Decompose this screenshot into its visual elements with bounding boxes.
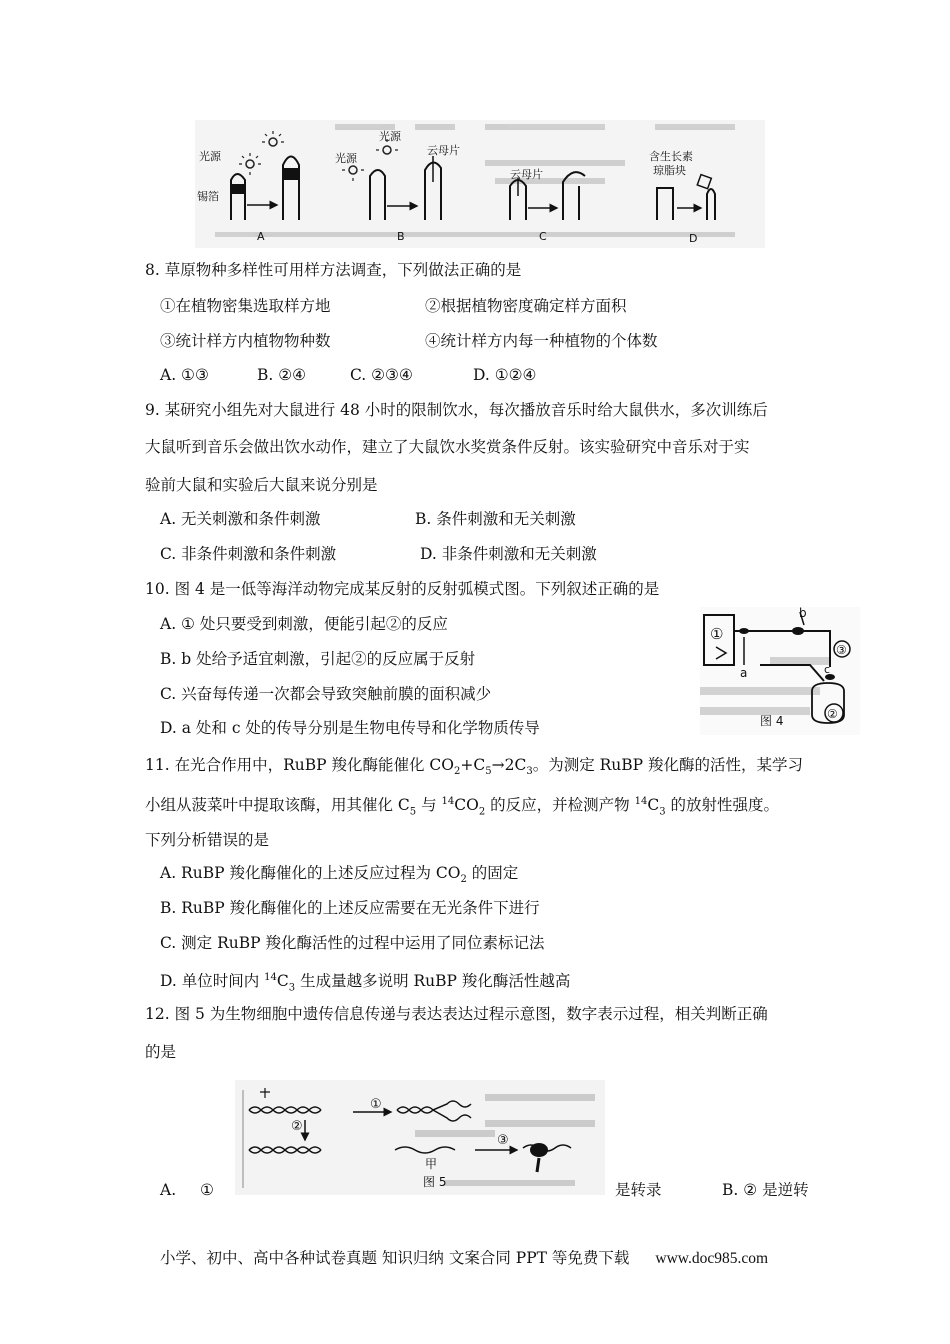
q11-stem-line-2: 小组从菠菜叶中提取该酶，用其催化 $C_5$ 与 $^{14}CO_2$ 的反应，并检测产物 $^{14}C_3$ 的放射性强度。 <box>145 796 779 818</box>
figure-3-phototropism <box>195 120 765 248</box>
fig5-label-jia: 甲 <box>425 1157 438 1171</box>
q12-option-a-circle: ① <box>200 1181 214 1199</box>
fig5-label-3: ③ <box>497 1133 509 1148</box>
q11-option-d: D. 单位时间内 $^{14}C_3$ 生成量越多说明 RuBP 羧化酶活性越高 <box>160 972 571 994</box>
q9-stem-line-1: 9. 某研究小组先对大鼠进行 48 小时的限制饮水，每次播放音乐时给大鼠供水，多次训练后 <box>145 401 768 419</box>
fig3-label-agar-2: 琼脂块 <box>653 164 686 177</box>
q11-stem-line-3: 下列分析错误的是 <box>145 831 270 849</box>
q8-option-c: C. ②③④ <box>350 366 413 384</box>
q9-option-b: B. 条件刺激和无关刺激 <box>415 510 576 528</box>
fig4-label-3: ③ <box>836 643 847 657</box>
fig3-letter-b: B <box>397 230 405 243</box>
q11-option-a: A. RuBP 羧化酶催化的上述反应过程为 $CO_2$ 的固定 <box>160 864 519 886</box>
figure-4-reflex-arc <box>700 607 860 735</box>
fig3-label-light-b: 光源 <box>335 152 357 165</box>
figure-5-gene-expression <box>235 1080 605 1195</box>
fig5-caption: 图 5 <box>423 1175 447 1189</box>
fig4-label-1: ① <box>710 625 724 643</box>
q10-option-d: D. a 处和 c 处的传导分别是生物电传导和化学物质传导 <box>160 719 540 737</box>
q8-item-2: ②根据植物密度确定样方面积 <box>425 297 627 315</box>
q12-option-a-tail: 是转录 <box>615 1181 662 1199</box>
fig3-letter-d: D <box>689 232 698 245</box>
fig5-label-1: ① <box>370 1097 382 1112</box>
q12-stem-line-2: 的是 <box>145 1043 177 1061</box>
q8-item-1: ①在植物密集选取样方地 <box>160 297 331 315</box>
q9-option-d: D. 非条件刺激和无关刺激 <box>420 545 597 563</box>
q8-stem: 8. 草原物种多样性可用样方法调查，下列做法正确的是 <box>145 261 522 279</box>
fig4-label-a: a <box>740 666 748 680</box>
fig3-label-mica-c: 云母片 <box>510 168 543 181</box>
q9-stem-line-2: 大鼠听到音乐会做出饮水动作，建立了大鼠饮水奖赏条件反射。该实验研究中音乐对于实 <box>145 438 750 456</box>
footer-text: 小学、初中、高中各种试卷真题 知识归纳 文案合同 PPT 等免费下载 <box>160 1249 630 1267</box>
q10-option-b: B. b 处给予适宜刺激，引起②的反应属于反射 <box>160 650 476 668</box>
svg-text:光源: 光源 <box>379 130 401 143</box>
q8-item-3: ③统计样方内植物物种数 <box>160 332 331 350</box>
q10-option-a: A. ① 处只要受到刺激，便能引起②的反应 <box>160 615 448 633</box>
q9-stem-line-3: 验前大鼠和实验后大鼠来说分别是 <box>145 476 378 494</box>
q12-option-b: B. ② 是逆转 <box>722 1181 809 1199</box>
fig3-letter-c: C <box>539 230 547 243</box>
fig3-letter-a: A <box>257 230 265 243</box>
fig3-label-foil: 锡箔 <box>197 190 219 203</box>
q12-option-a-prefix: A. <box>160 1181 177 1199</box>
fig3-label-mica-b: 云母片 <box>427 144 460 157</box>
q8-option-a: A. ①③ <box>160 366 209 384</box>
fig5-label-2: ② <box>291 1119 303 1134</box>
q10-stem: 10. 图 4 是一低等海洋动物完成某反射的反射弧模式图。下列叙述正确的是 <box>145 580 660 598</box>
q10-option-c: C. 兴奋每传递一次都会导致突触前膜的面积减少 <box>160 685 492 703</box>
q9-option-c: C. 非条件刺激和条件刺激 <box>160 545 337 563</box>
fig4-label-c: c <box>824 663 831 676</box>
q11-stem-line-1: 11. 在光合作用中，RuBP 羧化酶能催化 $CO_2+C_5\to 2C_3$。为测定 RuBP 羧化酶的活性，某学习 <box>145 756 804 778</box>
footer-url[interactable]: www.doc985.com <box>655 1250 769 1267</box>
q8-option-b: B. ②④ <box>257 366 307 384</box>
q12-stem-line-1: 12. 图 5 为生物细胞中遗传信息传递与表达表达过程示意图，数字表示过程，相关判断正确 <box>145 1005 768 1023</box>
q9-option-a: A. 无关刺激和条件刺激 <box>160 510 321 528</box>
fig3-label-light-a: 光源 <box>199 150 221 163</box>
fig3-label-agar-1: 含生长素 <box>649 150 693 163</box>
fig4-label-2: ② <box>827 707 838 721</box>
fig4-label-b: b <box>799 607 807 620</box>
q8-item-4: ④统计样方内每一种植物的个体数 <box>425 332 658 350</box>
page-footer <box>160 1246 768 1268</box>
fig4-caption: 图 4 <box>760 714 784 728</box>
q8-option-d: D. ①②④ <box>473 366 537 384</box>
q11-option-c: C. 测定 RuBP 羧化酶活性的过程中运用了同位素标记法 <box>160 934 545 952</box>
q11-option-b: B. RuBP 羧化酶催化的上述反应需要在无光条件下进行 <box>160 899 540 917</box>
